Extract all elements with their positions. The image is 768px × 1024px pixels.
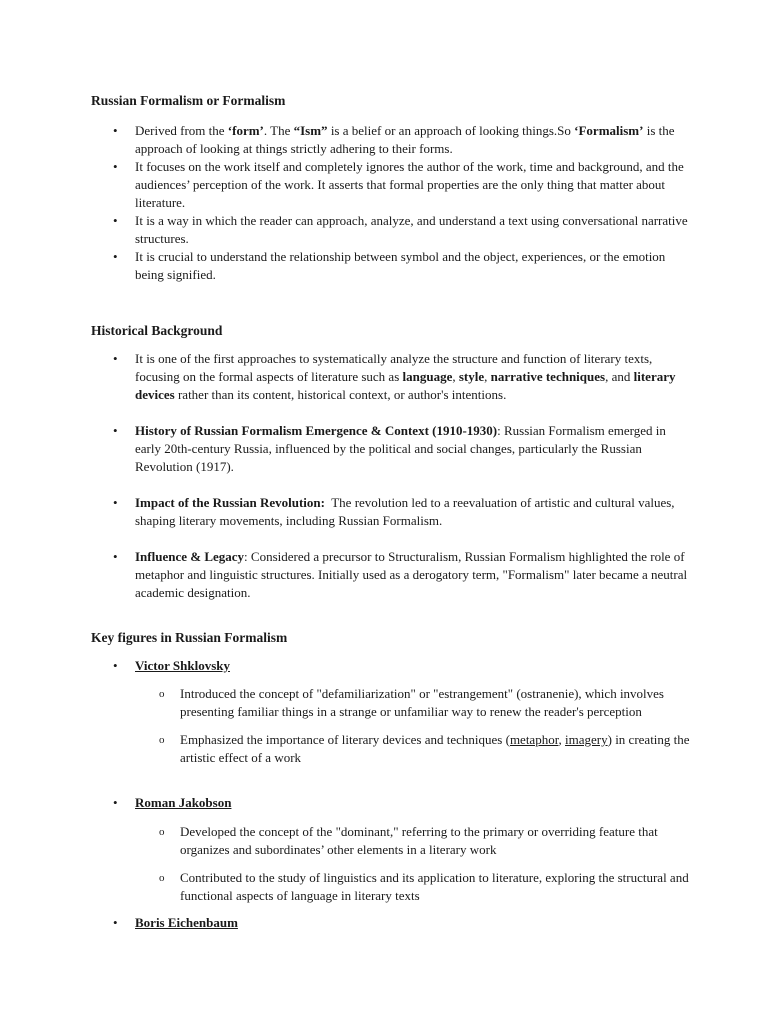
list-item	[91, 914, 691, 932]
history-lead: History of Russian Formalism Emergence & Context (1910-1930)	[135, 423, 498, 438]
text-run: It is one of the first approaches to systematically analyze the structure and function of literary texts, focusing on the formal aspects of literature such as	[135, 351, 653, 384]
text-run: : Considered a precursor to Structuralism, Russian Formalism highlighted the role of metaphor and linguistic structures. Initially used as a derogatory term, "Formalism" later became a neutral academic designation.	[135, 549, 688, 600]
link-imagery: imagery	[565, 732, 608, 747]
impact-lead: Impact of the Russian Revolution:	[135, 495, 325, 510]
link-metaphor: metaphor	[509, 732, 559, 747]
legacy-lead: Influence & Legacy	[135, 549, 245, 564]
text-run: Emphasized the importance of literary devices and techniques (	[180, 732, 510, 747]
text-run: rather than its content, historical context, or author's intentions.	[174, 387, 507, 402]
term-language: language	[402, 369, 453, 384]
text-run: ,	[558, 732, 566, 747]
text-run: is the approach of looking at things strictly adhering to their forms.	[135, 123, 675, 156]
text-run: . The	[263, 123, 294, 138]
key-figure-shklovsky	[91, 657, 691, 675]
list-item	[91, 422, 691, 476]
term-formalism: ‘Formalism’	[574, 123, 644, 138]
sub-list-item: o Introduced the concept of "defamiliarization" or "estrangement" (ostranenie), which involves presenting familiar things in a strange or unfamiliar way to renew the reader's perception	[91, 685, 691, 721]
term-style: style	[458, 369, 485, 384]
list-item: • It focuses on the work itself and completely ignores the author of the work, time and background, and the audiences’ perception of the work. It asserts that formal properties are the only thing that matter about literature.	[91, 158, 691, 212]
term-narrative-techniques: narrative techniques	[490, 369, 606, 384]
list-item	[91, 794, 691, 812]
formalism-bullet-list	[91, 122, 691, 284]
heading-russian-formalism: Russian Formalism or Formalism	[91, 93, 286, 108]
figure-name: Boris Eichenbaum	[135, 915, 238, 930]
term-form: ‘form’	[227, 123, 264, 138]
historical-bullet-list	[91, 350, 691, 602]
term-ism: “Ism”	[293, 123, 328, 138]
key-figure-jakobson	[91, 794, 691, 812]
heading-historical-background: Historical Background	[91, 323, 223, 338]
term-literary-devices: literary devices	[135, 369, 676, 402]
text-run: : Russian Formalism emerged in early 20th-century Russia, influenced by the political and social changes, particularly the Russian Revolution (1917).	[135, 423, 666, 474]
sub-list-item: o Contributed to the study of linguistics and its application to literature, exploring the structural and functional aspects of language in literary texts	[91, 869, 691, 905]
jakobson-sub-list	[91, 823, 691, 905]
text-run: Derived from the	[135, 123, 228, 138]
list-item	[91, 657, 691, 675]
list-item: • It is crucial to understand the relationship between symbol and the object, experiences, or the emotion being signified.	[91, 248, 691, 284]
sub-list-item	[91, 731, 691, 767]
shklovsky-sub-list	[91, 685, 691, 767]
sub-list-item: o Developed the concept of the "dominant," referring to the primary or overriding feature that organizes and subordinates’ other elements in a literary work	[91, 823, 691, 859]
list-item	[91, 122, 691, 158]
figure-name: Victor Shklovsky	[135, 658, 230, 673]
text-run: , and	[605, 369, 634, 384]
text-run: ,	[484, 369, 491, 384]
list-item	[91, 548, 691, 602]
text-run: ) in creating the artistic effect of a work	[180, 732, 690, 765]
text-run: is a belief or an approach of looking things.So	[327, 123, 575, 138]
text-run: The revolution led to a reevaluation of artistic and cultural values, shaping literary movements, including Russian Formalism.	[135, 495, 678, 528]
heading-key-figures: Key figures in Russian Formalism	[91, 630, 288, 645]
text-run: ,	[452, 369, 459, 384]
key-figure-eichenbaum	[91, 914, 691, 932]
list-item	[91, 350, 691, 404]
list-item: • It is a way in which the reader can approach, analyze, and understand a text using conversational narrative structures.	[91, 212, 691, 248]
figure-name: Roman Jakobson	[135, 795, 232, 810]
list-item	[91, 494, 691, 530]
